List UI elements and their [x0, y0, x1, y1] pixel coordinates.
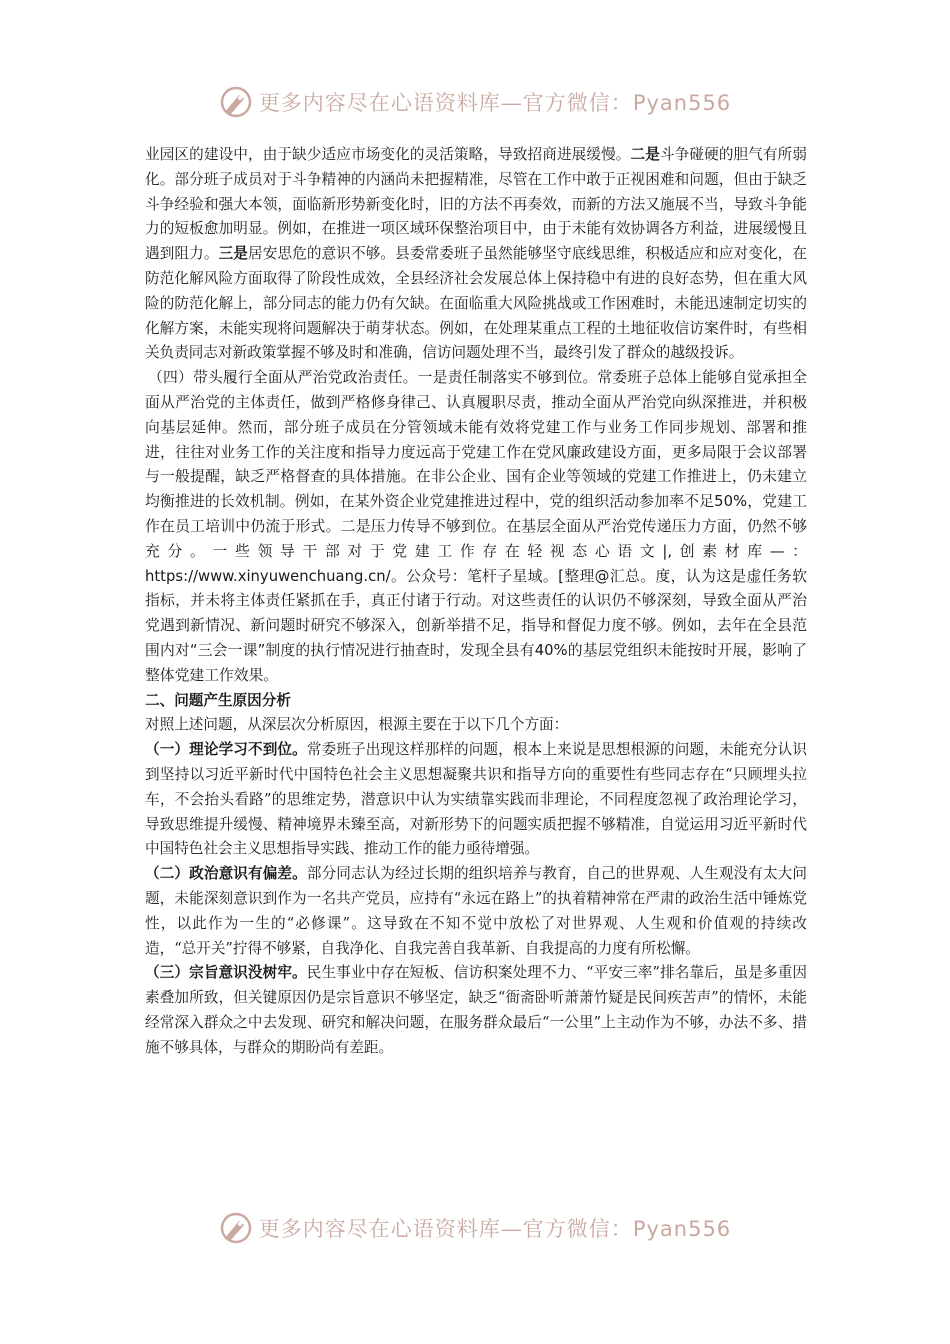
- paragraph-party-responsibility: （四）带头履行全面从严治党政治责任。一是责任制落实不够到位。常委班子总体上能够自觉承担全面从严治党的主体责任，做到严格修身律己、认真履职尽责，推动全面从严治党向纵深推进，并积极向基层延伸。然而，部分班子成员在分管领域未能有效将党建工作与业务工作同步规划、部署和推进，往往对业务工作的关注度和指导力度远高于党建工作在党风廉政建设方面，更多局限于会议部署与一般提醒，缺乏严格督查的具体措施。在非公企业、国有企业等领域的党建工作推进上，仍未建立均衡推进的长效机制。例如，在某外资企业党建推进过程中，党的组织活动参加率不足50%，党建工作在员工培训中仍流于形式。二是压力传导不够到位。在基层全面从严治党传递压力方面，仍然不够充分。一些领导干部对于党建工作存在轻视态心语文|,创素材库—：https://www.xinyuwenchuang.cn/。公众号：笔杆子星域。[整理@汇总。度，认为这是虚任务软指标，并未将主体责任紧抓在手，真正付诸于行动。对这些责任的认识仍不够深刻，导致全面从严治党遇到新情况、新问题时研究不够深入，创新举措不足，指导和督促力度不够。例如，去年在全县范围内对“三会一课”制度的执行情况进行抽查时，发现全县有40%的基层党组织未能按时开展，影响了整体党建工作效果。: [145, 369, 807, 684]
- header-banner: [0, 82, 950, 122]
- paragraph-political-awareness: （二）政治意识有偏差。部分同志认为经过长期的组织培养与教育，自己的世界观、人生观没有太大问题，未能深刻意识到作为一名共产党员，应持有“永远在路上”的执着精神常在严肃的政治生活中锤炼党性，以此作为一生的“必修课”。这导致在不知不觉中放松了对世界观、人生观和价值观的持续改造，“总开关”拧得不够紧，自我净化、自我完善自我革新、自我提高的力度有所松懈。: [145, 865, 807, 957]
- footer-banner: [0, 1208, 950, 1248]
- pen-nib-circle-icon: [219, 85, 253, 119]
- banner-text: 更多内容尽在心语资料库—官方微信：Pyan556: [258, 1217, 732, 1241]
- pen-nib-circle-icon: [219, 1211, 253, 1245]
- paragraph-intro: 对照上述问题，从深层次分析原因，根源主要在于以下几个方面：: [145, 716, 569, 734]
- banner-wechat-id: Pyan556: [632, 1217, 732, 1241]
- document-body: [145, 143, 807, 1060]
- paragraph-theory-study: （一）理论学习不到位。常委班子出现这样那样的问题，根本上来说是思想根源的问题，未能充分认识到坚持以习近平新时代中国特色社会主义思想凝聚共识和指导方向的重要性有些同志存在“只顾埋头拉车，不会抬头看路”的思维定势，潜意识中认为实绩靠实践而非理论，不同程度忽视了政治理论学习，导致思维提升缓慢、精神境界未臻至高，对新形势下的问题实质把握不够精准，自觉运用习近平新时代中国特色社会主义思想指导实践、推动工作的能力亟待增强。: [145, 741, 807, 858]
- section-heading: 二、问题产生原因分析: [145, 691, 291, 709]
- paragraph-struggle-risk: 业园区的建设中，由于缺少适应市场变化的灵活策略，导致招商进展缓慢。二是斗争碰硬的胆气有所弱化。部分班子成员对于斗争精神的内涵尚未把握精准，尽管在工作中敢于正视困难和问题，但由于缺乏斗争经验和强大本领，面临新形势新变化时，旧的方法不再奏效，而新的方法又施展不当，导致斗争能力的短板愈加明显。例如，在推进一项区域环保整治项目中，由于未能有效协调各方利益，进展缓慢且遇到阻力。三是居安思危的意识不够。县委常委班子虽然能够坚守底线思维，积极适应和应对变化，在防范化解风险方面取得了阶段性成效，全县经济社会发展总体上保持稳中有进的良好态势，但在重大风险的防范化解上，部分同志的能力仍有欠缺。在面临重大风险挑战或工作困难时，未能迅速制定切实的化解方案，未能实现将问题解决于萌芽状态。例如，在处理某重点工程的土地征收信访案件时，有些相关负责同志对新政策掌握不够及时和准确，信访问题处理不当，最终引发了群众的越级投诉。: [145, 146, 807, 362]
- paragraph-purpose-awareness: （三）宗旨意识没树牢。民生事业中存在短板、信访积案处理不力、“平安三率”排名靠后，虽是多重因素叠加所致，但关键原因仍是宗旨意识不够坚定，缺乏“衙斋卧听萧萧竹疑是民间疾苦声”的情怀，未能经常深入群众之中去发现、研究和解决问题，在服务群众最后“一公里”上主动作为不够，办法不多、措施不够具体，与群众的期盼尚有差距。: [145, 964, 807, 1056]
- banner-text: 更多内容尽在心语资料库—官方微信：Pyan556: [258, 91, 732, 115]
- banner-wechat-id: Pyan556: [632, 91, 732, 115]
